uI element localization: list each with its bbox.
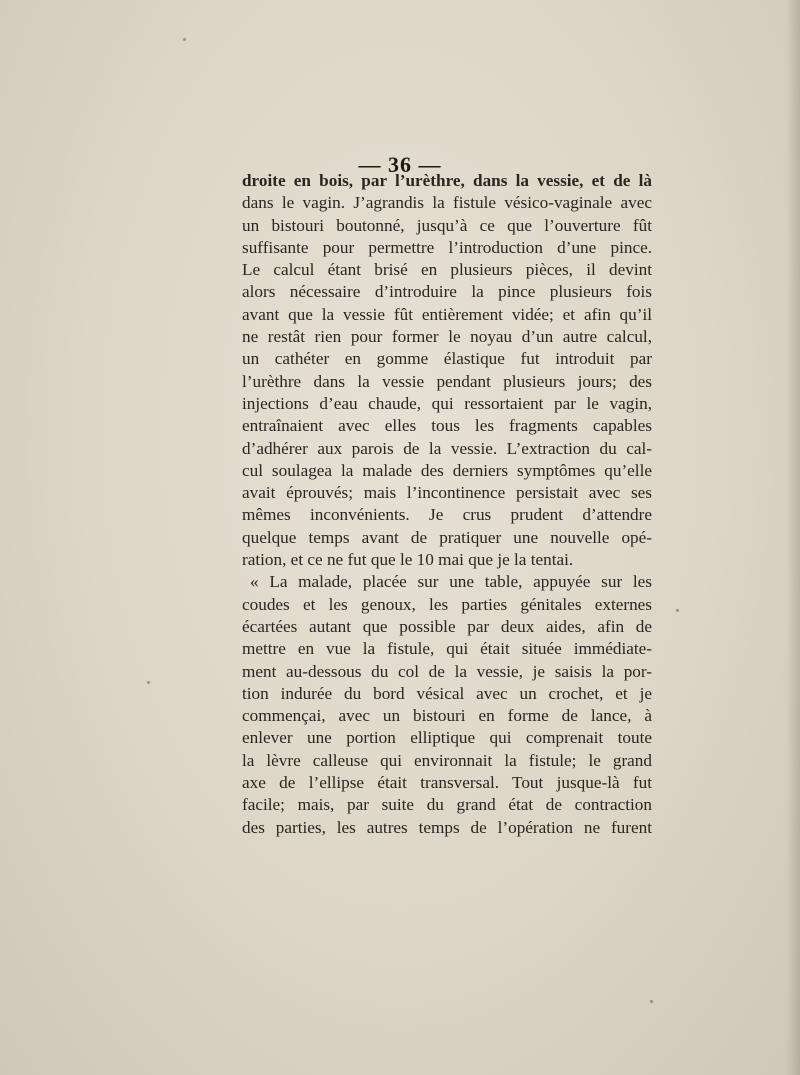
- text-line: dans le vagin. J’agrandis la fistule vésico-vaginale avec: [242, 193, 652, 213]
- text-line: facile; mais, par suite du grand état de contraction: [242, 795, 652, 815]
- text-line: ration, et ce ne fut que le 10 mai que je la tentai.: [242, 550, 574, 570]
- text-line: quelque temps avant de pratiquer une nouvelle opé-: [242, 527, 652, 547]
- text-line: alors nécessaire d’introduire la pince plusieurs fois: [242, 282, 652, 302]
- text-line: coudes et les genoux, les parties génitales externes: [242, 594, 652, 614]
- text-line: écartées autant que possible par deux aides, afin de: [242, 616, 652, 636]
- text-line: axe de l’ellipse était transversal. Tout jusque-là fut: [242, 773, 652, 793]
- text-line: mêmes inconvénients. Je crus prudent d’attendre: [242, 505, 652, 525]
- text-line: la lèvre calleuse qui environnait la fistule; le grand: [242, 750, 652, 770]
- text-line: Le calcul étant brisé en plusieurs pièces, il devint: [242, 260, 652, 280]
- text-line: droite en bois, par l’urèthre, dans la vessie, et de là: [242, 171, 652, 190]
- paper-speck: [147, 681, 150, 684]
- text-line: un bistouri boutonné, jusqu’à ce que l’ouverture fût: [242, 215, 652, 235]
- text-line: d’adhérer aux parois de la vessie. L’extraction du cal-: [242, 438, 652, 458]
- text-line: suffisante pour permettre l’introduction d’une pince.: [242, 237, 652, 257]
- text-line: des parties, les autres temps de l’opération ne furent: [242, 817, 652, 837]
- paper-speck: [676, 609, 679, 612]
- text-line: cul soulagea la malade des derniers symptômes qu’elle: [242, 460, 652, 480]
- text-line: « La malade, placée sur une table, appuyée sur les: [250, 572, 652, 592]
- text-line: ne restât rien pour former le noyau d’un autre calcul,: [242, 327, 652, 347]
- page-number: — 36 —: [358, 152, 442, 177]
- paper-speck: [183, 38, 186, 41]
- text-line: commençai, avec un bistouri en forme de lance, à: [242, 706, 652, 726]
- text-line: entraînaient avec elles tous les fragments capables: [242, 416, 652, 436]
- text-line: enlever une portion elliptique qui comprenait toute: [242, 728, 652, 748]
- text-line: mettre en vue la fistule, qui était située immédiate-: [242, 639, 652, 659]
- body-text: [242, 170, 652, 839]
- text-line: tion indurée du bord vésical avec un crochet, et je: [242, 683, 652, 703]
- text-line: avant que la vessie fût entièrement vidée; et afin qu’il: [242, 304, 652, 324]
- text-line: injections d’eau chaude, qui ressortaient par le vagin,: [242, 393, 652, 413]
- text-line: un cathéter en gomme élastique fut introduit par: [242, 349, 652, 369]
- text-line: l’urèthre dans la vessie pendant plusieurs jours; des: [242, 371, 652, 391]
- text-line: ment au-dessous du col de la vessie, je saisis la por-: [242, 661, 652, 681]
- paper-speck: [650, 1000, 653, 1003]
- text-line: avait éprouvés; mais l’incontinence persistait avec ses: [242, 483, 652, 503]
